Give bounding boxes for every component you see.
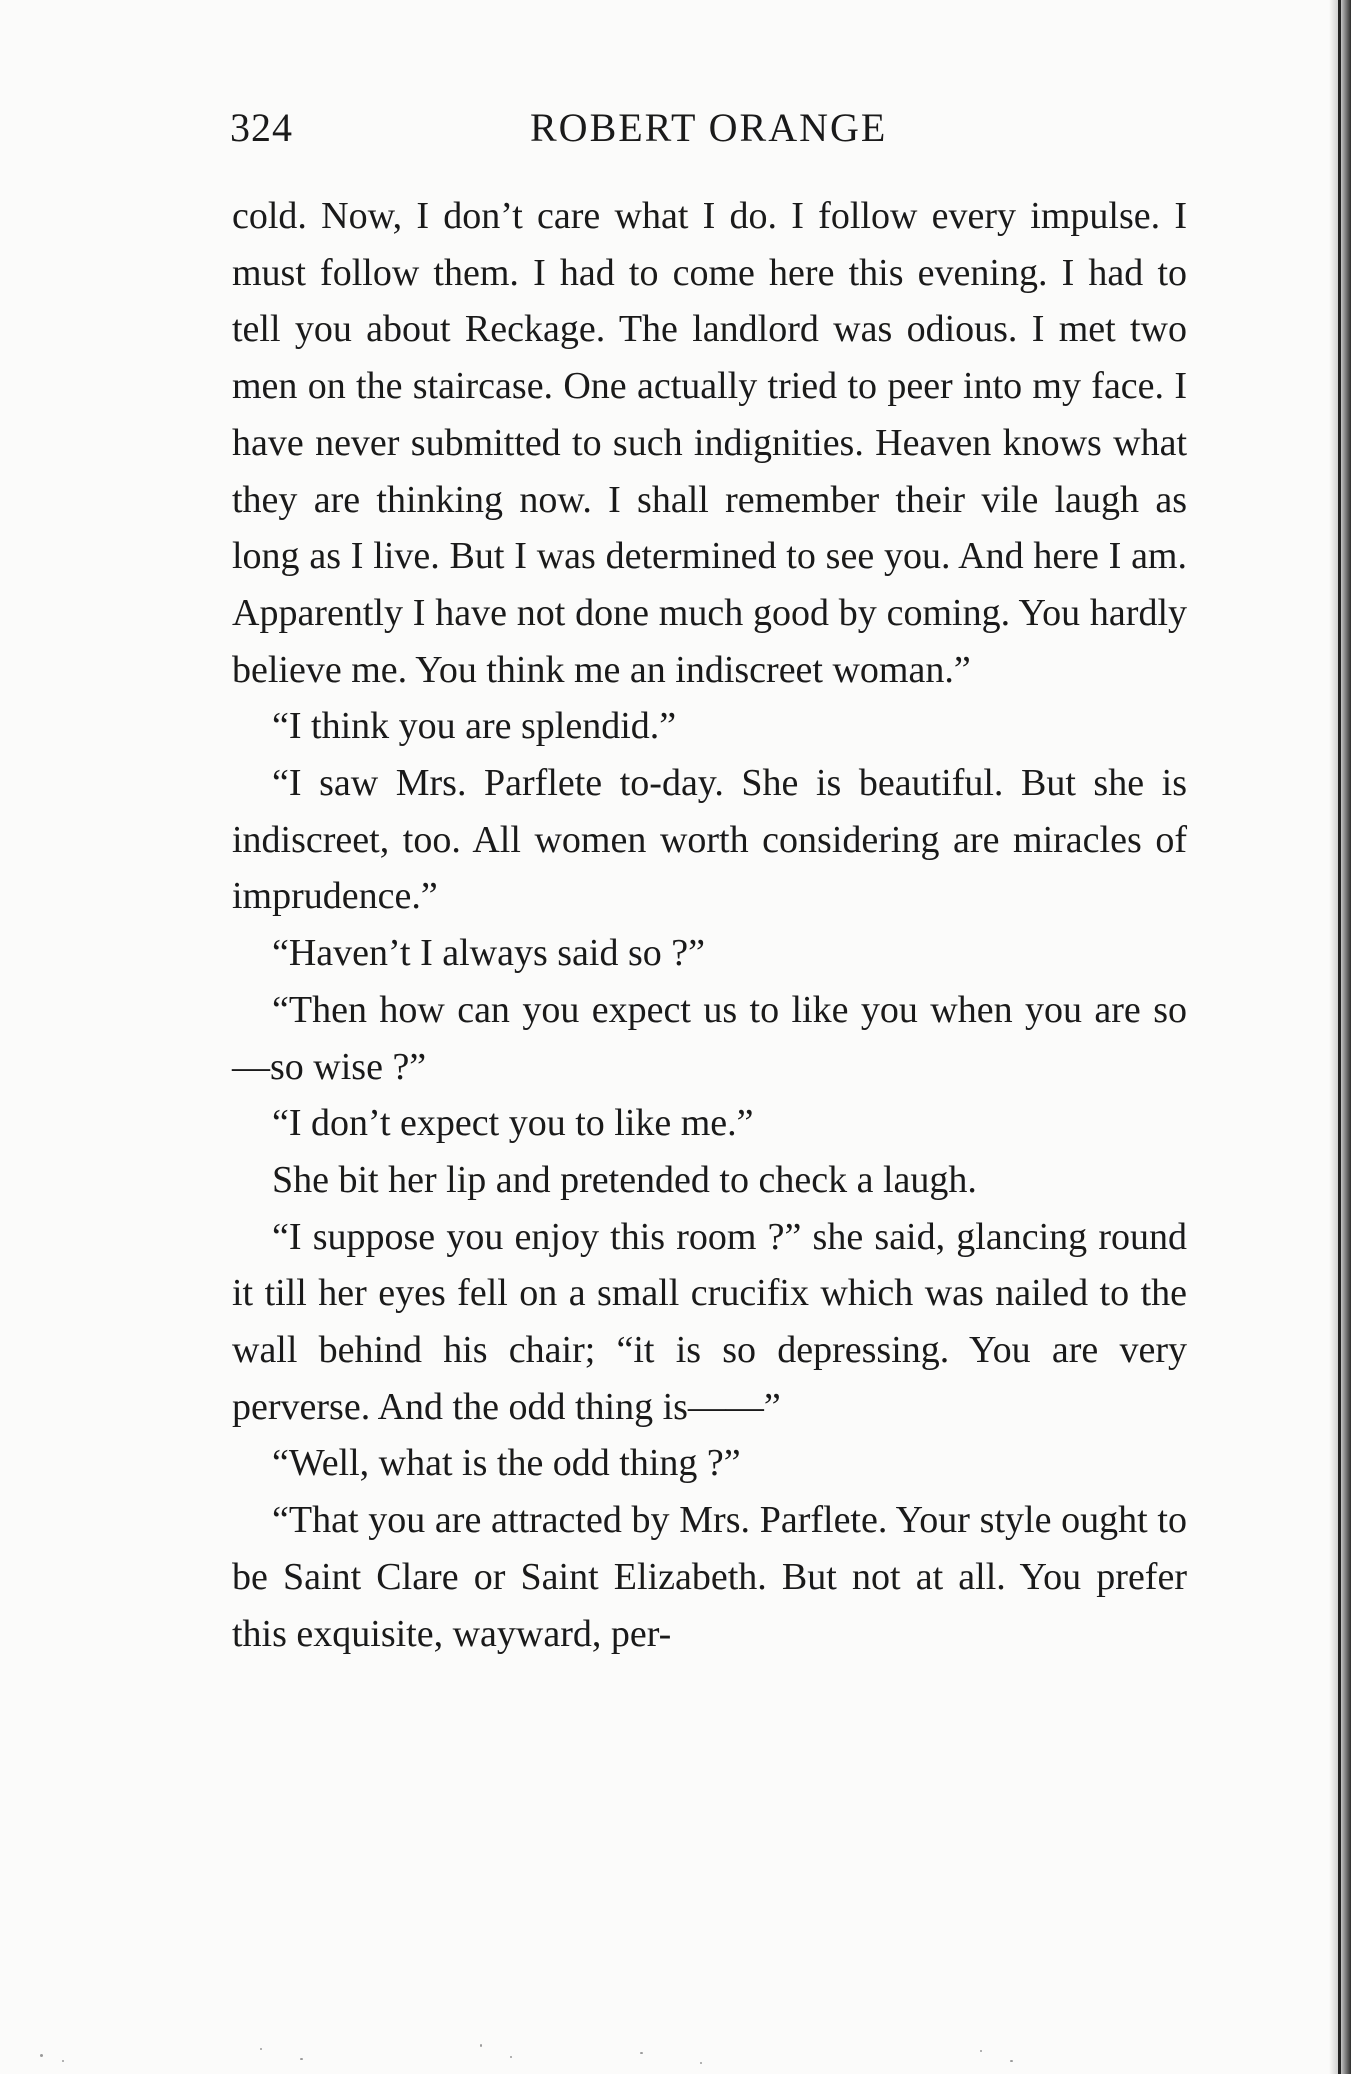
paragraph: She bit her lip and pretended to check a laugh.: [272, 1158, 977, 1201]
page-number: 324: [230, 105, 293, 150]
paragraph: “I suppose you enjoy this room ?” she said, glancing round it till her eyes fell on a small crucifix which was nailed to the wall behind his chair; “it is so depressing. You are very perverse. And the odd thing is——”: [232, 1215, 1187, 1428]
running-title: ROBERT ORANGE: [530, 105, 888, 150]
page-edge-line: [1338, 0, 1341, 2074]
paragraph: “Then how can you expect us to like you when you are so—so wise ?”: [232, 988, 1187, 1088]
paragraph: “Haven’t I always said so ?”: [272, 932, 705, 975]
paragraph: “That you are attracted by Mrs. Parflete. Your style ought to be Saint Clare or Saint Elizabeth. But not at all. You prefer this exquisite, wayward, per-: [232, 1499, 1187, 1655]
paragraph: “Well, what is the odd thing ?”: [272, 1442, 741, 1485]
body-text: [232, 188, 1187, 1662]
paragraph: cold. Now, I don’t care what I do. I follow every impulse. I must follow them. I had to come here this evening. I had to tell you about Reckage. The landlord was odious. I met two men on the staircase. One actually tried to peer into my face. I have never submitted to such indignities. Heaven knows what they are thinking now. I shall remember their vile laugh as long as I live. But I was determined to see you. And here I am. Apparently I have not done much good by coming. You hardly believe me. You think me an indiscreet woman.”: [232, 195, 1187, 691]
paragraph: “I don’t expect you to like me.”: [272, 1102, 754, 1145]
paragraph: “I saw Mrs. Parflete to-day. She is beautiful. But she is indiscreet, too. All women worth considering are miracles of imprudence.”: [232, 762, 1187, 918]
scan-specks: [0, 2034, 1300, 2074]
paragraph: “I think you are splendid.”: [272, 705, 677, 748]
page-header: [230, 104, 1190, 152]
